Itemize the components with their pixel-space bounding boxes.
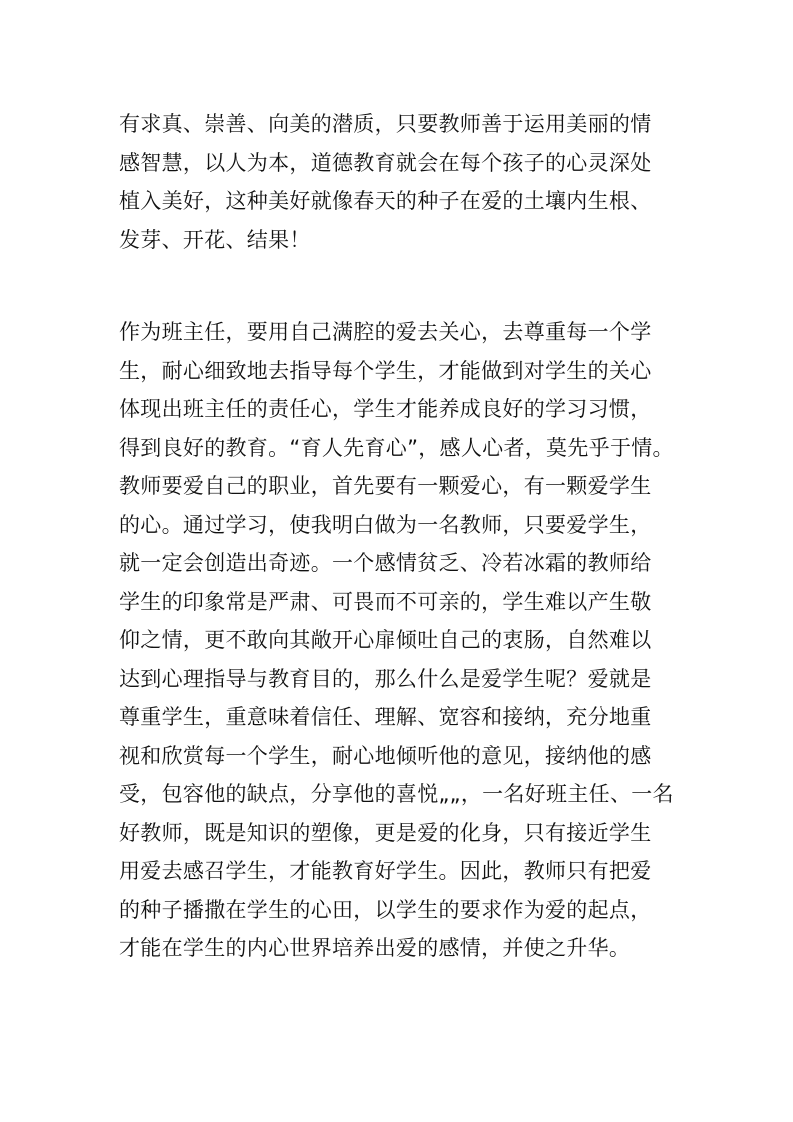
text-line: 的心。通过学习，使我明白做为一名教师，只要爱学生， [119,512,652,537]
text-line: 得到良好的教育。“育人先育心”，感人心者，莫先乎于情。 [119,435,674,460]
text-line: 发芽、开花、结果！ [119,227,311,252]
text-line: 好教师，既是知识的塑像，更是爱的化身，只有接近学生 [119,820,652,845]
text-line: 仰之情，更不敢向其敞开心扉倾吐自己的衷肠，自然难以 [119,628,652,652]
text-line: 的种子播撒在学生的心田，以学生的要求作为爱的起点， [119,897,652,922]
text-line: 有求真、崇善、向美的潜质，只要教师善于运用美丽的情 [119,112,652,136]
text-line: 生，耐心细致地去指导每个学生，才能做到对学生的关心 [119,358,652,383]
text-line: 体现出班主任的责任心，学生才能养成良好的学习习惯， [119,397,652,421]
text-line: 视和欣赏每一个学生，耐心地倾听他的意见，接纳他的感 [119,743,652,768]
paragraph-1 [119,105,679,259]
text-line: 用爱去感召学生，才能教育好学生。因此，教师只有把爱 [119,859,652,883]
text-line: 作为班主任，要用自己满腔的爱去关心，去尊重每一个学 [119,320,652,344]
text-line: 就一定会创造出奇迹。一个感情贫乏、冷若冰霜的教师给 [119,551,652,575]
text-line: 学生的印象常是严肃、可畏而不可亲的，学生难以产生敬 [119,589,652,614]
text-line: 植入美好，这种美好就像春天的种子在爱的土壤内生根、 [119,189,652,213]
text-line: 达到心理指导与教育目的，那么什么是爱学生呢？爱就是 [119,666,652,691]
text-line: 受，包容他的缺点，分享他的喜悦„„，一名好班主任、一名 [119,782,674,806]
text-line: 才能在学生的内心世界培养出爱的感情，并使之升华。 [119,936,631,960]
text-line: 感智慧，以人为本，道德教育就会在每个孩子的心灵深处 [119,150,652,175]
text-line: 教师要爱自己的职业，首先要有一颗爱心，有一颗爱学生 [119,474,652,498]
paragraph-2 [119,313,679,968]
text-line: 尊重学生，重意味着信任、理解、宽容和接纳，充分地重 [119,705,652,729]
